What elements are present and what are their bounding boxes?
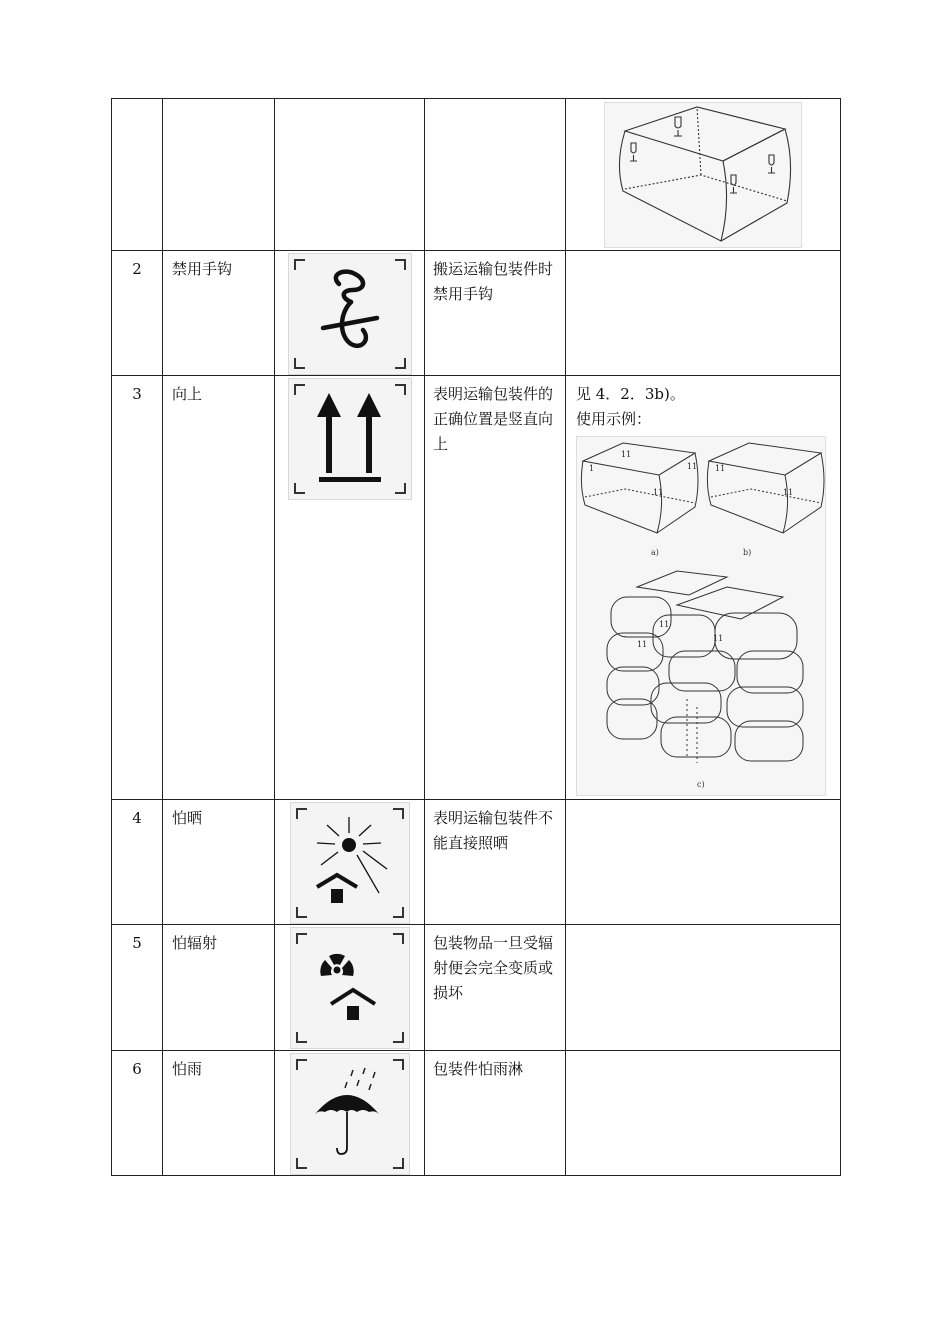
table-row: [112, 251, 841, 376]
figure-mark-text: 1: [589, 464, 595, 473]
usage-note: [566, 1051, 841, 1176]
figure-mark-text: 11: [659, 620, 670, 629]
table-row: [112, 99, 841, 251]
mark-description: 搬运运输包装件时禁用手钩: [425, 251, 566, 376]
mark-symbol-cell: [275, 925, 425, 1051]
row-number: [112, 99, 163, 251]
mark-name: 怕辐射: [163, 925, 275, 1051]
figure-mark-text: 11: [687, 462, 698, 471]
mark-name: 禁用手钩: [163, 251, 275, 376]
figure-mark-text: 11: [653, 488, 664, 497]
mark-description: 包装物品一旦受辐射便会完全变质或损坏: [425, 925, 566, 1051]
row-number: 6: [112, 1051, 163, 1176]
keep-away-from-sun-icon: [290, 802, 410, 924]
mark-symbol-cell: [275, 376, 425, 800]
figure-mark-text: 11: [715, 464, 726, 473]
mark-description: 包装件怕雨淋: [425, 1051, 566, 1176]
row-number: 3: [112, 376, 163, 800]
mark-symbol-cell: [275, 251, 425, 376]
this-way-up-icon: [288, 378, 412, 500]
mark-symbol-cell: [275, 800, 425, 925]
mark-description: 表明运输包装件的正确位置是竖直向上: [425, 376, 566, 800]
table-row: [112, 1051, 841, 1176]
mark-description: [425, 99, 566, 251]
figure-label-a: a): [651, 548, 659, 557]
mark-description: 表明运输包装件不能直接照晒: [425, 800, 566, 925]
figure-mark-text: 11: [621, 450, 632, 459]
table-row: [112, 376, 841, 800]
this-way-up-usage-figure: [576, 436, 826, 796]
usage-note: [566, 925, 841, 1051]
usage-note-reference: 见 4．2．3b)。: [576, 385, 685, 403]
packaging-marks-table: [111, 98, 841, 1176]
figure-label-b: b): [743, 548, 752, 557]
table-row: [112, 925, 841, 1051]
row-number: 4: [112, 800, 163, 925]
table-row: [112, 800, 841, 925]
usage-example-cell: [566, 376, 841, 800]
figure-label-c: c): [697, 780, 705, 789]
figure-mark-text: 11: [783, 488, 794, 497]
no-hook-icon: [288, 253, 412, 375]
row-number: 2: [112, 251, 163, 376]
keep-away-from-radiation-icon: [290, 927, 410, 1049]
fragile-box-figure-icon: [604, 102, 802, 248]
mark-symbol-cell: [275, 99, 425, 251]
usage-example-cell: [566, 99, 841, 251]
usage-note: [566, 251, 841, 376]
figure-mark-text: 11: [713, 634, 724, 643]
mark-name: 怕晒: [163, 800, 275, 925]
mark-name: 向上: [163, 376, 275, 800]
keep-dry-icon: [290, 1053, 410, 1175]
mark-name: 怕雨: [163, 1051, 275, 1176]
usage-note-label: 使用示例：: [576, 410, 652, 428]
mark-symbol-cell: [275, 1051, 425, 1176]
usage-note: [566, 800, 841, 925]
figure-mark-text: 11: [637, 640, 648, 649]
row-number: 5: [112, 925, 163, 1051]
mark-name: [163, 99, 275, 251]
